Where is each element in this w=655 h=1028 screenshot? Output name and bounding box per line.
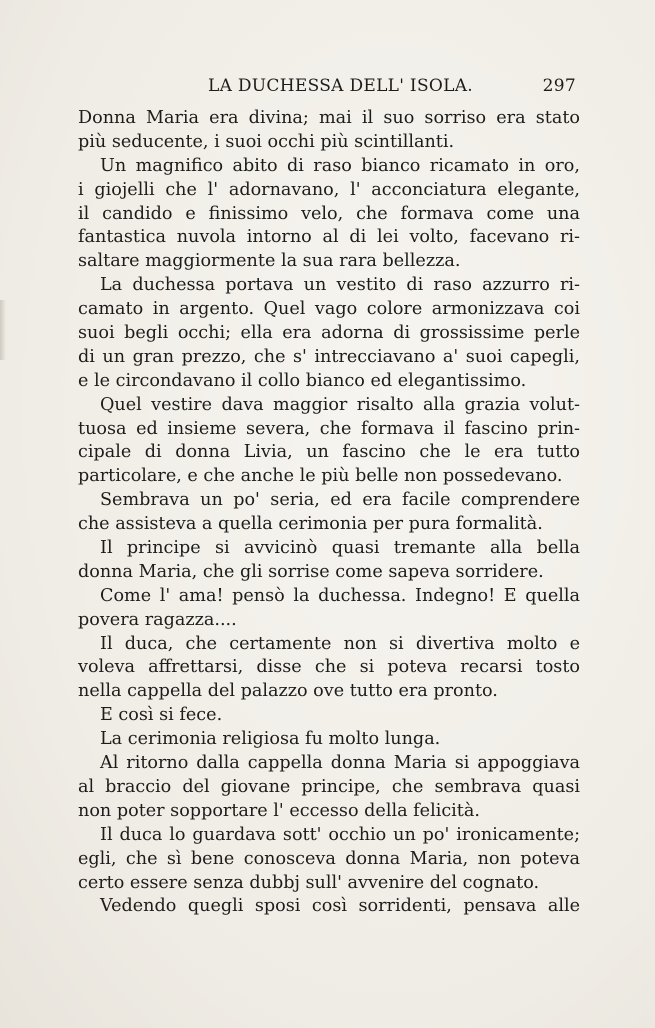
text-line: La cerimonia religiosa fu molto lunga. (100, 729, 441, 750)
text-line: egli, che sì bene conosceva donna Maria, non poteva (78, 848, 580, 869)
running-title: LA DUCHESSA DELL' ISOLA. (208, 76, 474, 96)
text-line: i giojelli che l' adornavano, l' acconciatura elegante, (78, 179, 580, 200)
text-line: tuosa ed insieme severa, che formava il fascino prin- (78, 418, 580, 439)
text-line: cipale di donna Livia, un fascino che le era tutto (78, 442, 580, 463)
text-line: povera ragazza.... (78, 609, 237, 630)
text-line: Il principe si avvicinò quasi tremante alla bella (100, 538, 580, 559)
text-line: Il duca lo guardava sott' occhio un po' ironicamente; (100, 824, 580, 845)
text-line: Al ritorno dalla cappella donna Maria si appoggiava (100, 753, 580, 774)
text-line: il candido e finissimo velo, che formava come una (78, 203, 580, 224)
text-line: voleva affrettarsi, disse che si poteva recarsi tosto (78, 657, 580, 678)
text-line: donna Maria, che gli sorrise come sapeva sorridere. (78, 561, 544, 582)
page-number: 297 (542, 76, 576, 96)
text-line: Come l' ama! pensò la duchessa. Indegno! E quella (100, 585, 580, 606)
text-line: La duchessa portava un vestito di raso azzurro ri- (100, 275, 580, 296)
text-line: Vedendo quegli sposi così sorridenti, pensava alle (100, 896, 580, 917)
text-line: e le circondavano il collo bianco ed elegantissimo. (78, 370, 527, 391)
body-text (78, 107, 580, 919)
text-line: più seducente, i suoi occhi più scintillanti. (78, 131, 455, 152)
text-line: nella cappella del palazzo ove tutto era pronto. (78, 681, 498, 702)
text-line: Sembrava un po' seria, ed era facile comprendere (100, 490, 580, 511)
text-line: Il duca, che certamente non si divertiva molto e (100, 633, 580, 654)
text-line: certo essere senza dubbj sull' avvenire del cognato. (78, 872, 540, 893)
text-line: non poter sopportare l' eccesso della felicità. (78, 800, 480, 821)
text-line: fantastica nuvola intorno al di lei volto, facevano ri- (78, 227, 580, 248)
text-line: suoi begli occhi; ella era adorna di grossissime perle (78, 323, 580, 344)
text-line: Donna Maria era divina; mai il suo sorriso era stato (78, 108, 580, 128)
text-line: Un magnifico abito di raso bianco ricamato in oro, (100, 155, 580, 176)
text-line: particolare, e che anche le più belle non possedevano. (78, 466, 563, 487)
text-line: saltare maggiormente la sua rara bellezza. (78, 251, 461, 272)
page-header (78, 74, 580, 102)
text-line: di un gran prezzo, che s' intrecciavano a' suoi capegli, (78, 346, 580, 367)
text-line: Quel vestire dava maggior risalto alla grazia volut- (100, 394, 580, 415)
binding-shadow (0, 300, 6, 360)
text-line: al braccio del giovane principe, che sembrava quasi (78, 776, 580, 797)
text-line: E così si fece. (100, 705, 223, 726)
text-line: che assisteva a quella cerimonia per pura formalità. (78, 514, 543, 535)
text-line: camato in argento. Quel vago colore armonizzava coi (78, 299, 580, 320)
